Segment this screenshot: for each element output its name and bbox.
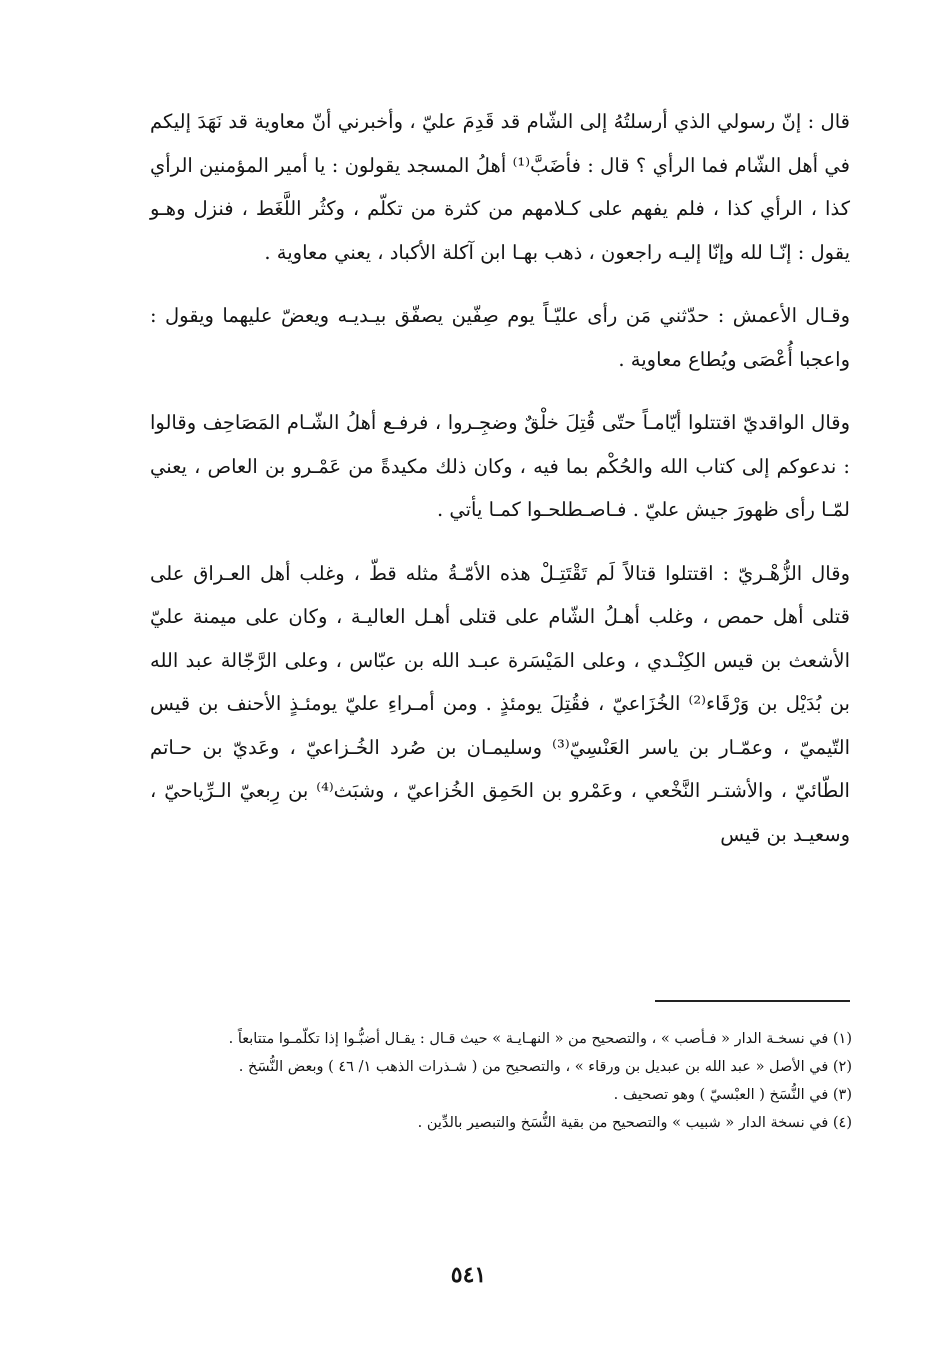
- footnote-1: (١) في نسخـة الدار « فـأصب » ، والتصحيح من « النهـايـة » حيث قـال : يقـال أضبُّـوا إذا تكلّمـوا متتابعاً .: [228, 1031, 852, 1047]
- main-text: [150, 100, 850, 876]
- paragraph-1: قال : إنّ رسولي الذي أرسلتُهُ إلى الشّام قد قَدِمَ عليّ ، وأخبرني أنّ معاوية قد نَهَدَ إليكم في أهل الشّام فما الرأي ؟ قال : فأضَبَّ⁽¹⁾ أهلُ المسجد يقولون : يا أمير المؤمنين الرأي كذا ، الرأي كذا ، فلم يفهم على كـلامهم من كثرة من تكلّم ، وكثُر اللَّغَط ، فنزل وهـو يقول : إنّـا لله وإنّا إليـه راجعون ، ذهب بهـا ابن آكلة الأكباد ، يعني معاوية .: [150, 110, 850, 264]
- page-number: ٥٤١: [450, 1262, 487, 1288]
- footnote-4: (٤) في نسخة الدار « شبيب » والتصحيح من بقية النُّسَخ والتبصير بالدِّين .: [417, 1115, 852, 1131]
- footnotes: [150, 1028, 852, 1140]
- footnote-2: (٢) في الأصل « عبد الله بن عبديل بن ورقاء » ، والتصحيح من ( شـذرات الذهب ١/ ٤٦ ) وبعض النُّسَخ .: [238, 1059, 852, 1075]
- footnote-divider: [655, 1000, 850, 1002]
- paragraph-4: وقال الزُّهْـريّ : اقتتلوا قتالاً لَم تَقْتَتِـلْ هذه الأمّـةُ مثله قطّ ، وغلب أهل العـراق على قتلى أهل حمص ، وغلب أهـلُ الشّام على قتلى أهـل العاليـة ، وكان على ميمنة عليّ الأشعث بن قيس الكِنْـدي ، وعلى المَيْسَرة عبـد الله بن عبّاس ، وعلى الرَّجّالة عبد الله بن بُدَيْل بن وَرْقَاء⁽²⁾ الخُزَاعيّ ، فقُتِلَ يومئذٍ . ومن أمـراءِ عليّ يومئـذٍ الأحنف بن قيس التّيميّ ، وعمّـار بن ياسر العَنْسِيّ⁽³⁾ وسليمـان بن صُرد الخُـزاعيّ ، وعَديّ بن حـاتم الطّائيّ ، والأشتـر النَّخْعي ، وعَمْرو بن الحَمِق الخُزاعيّ ، وشبَث⁽⁴⁾ بن رِبعيّ الـرِّياحيّ ، وسعيـد بن قيس: [150, 561, 850, 846]
- paragraph-2: وقـال الأعمش : حدّثني مَن رأى عليّـاً يوم صِفّين يصفّق بيـديـه ويعضّ عليهما ويقول : واعجبا أُعْصَى ويُطاع معاوية .: [150, 304, 850, 371]
- paragraph-3: وقال الواقديّ اقتتلوا أيّامـاً حتّى قُتِلَ خلْقٌ وضجِـروا ، فرفـع أهلُ الشّـام المَصَاحِف وقالوا : ندعوكم إلى كتاب الله والحُكْم بما فيه ، وكان ذلك مكيدةً من عَمْـرو بن العاص ، يعني لمّـا رأى ظهورَ جيش عليّ . فـاصـطلحـوا كمـا يأتي .: [150, 411, 850, 521]
- footnote-3: (٣) في النُّسَخ ( العبْسيّ ) وهو تصحيف .: [613, 1087, 852, 1103]
